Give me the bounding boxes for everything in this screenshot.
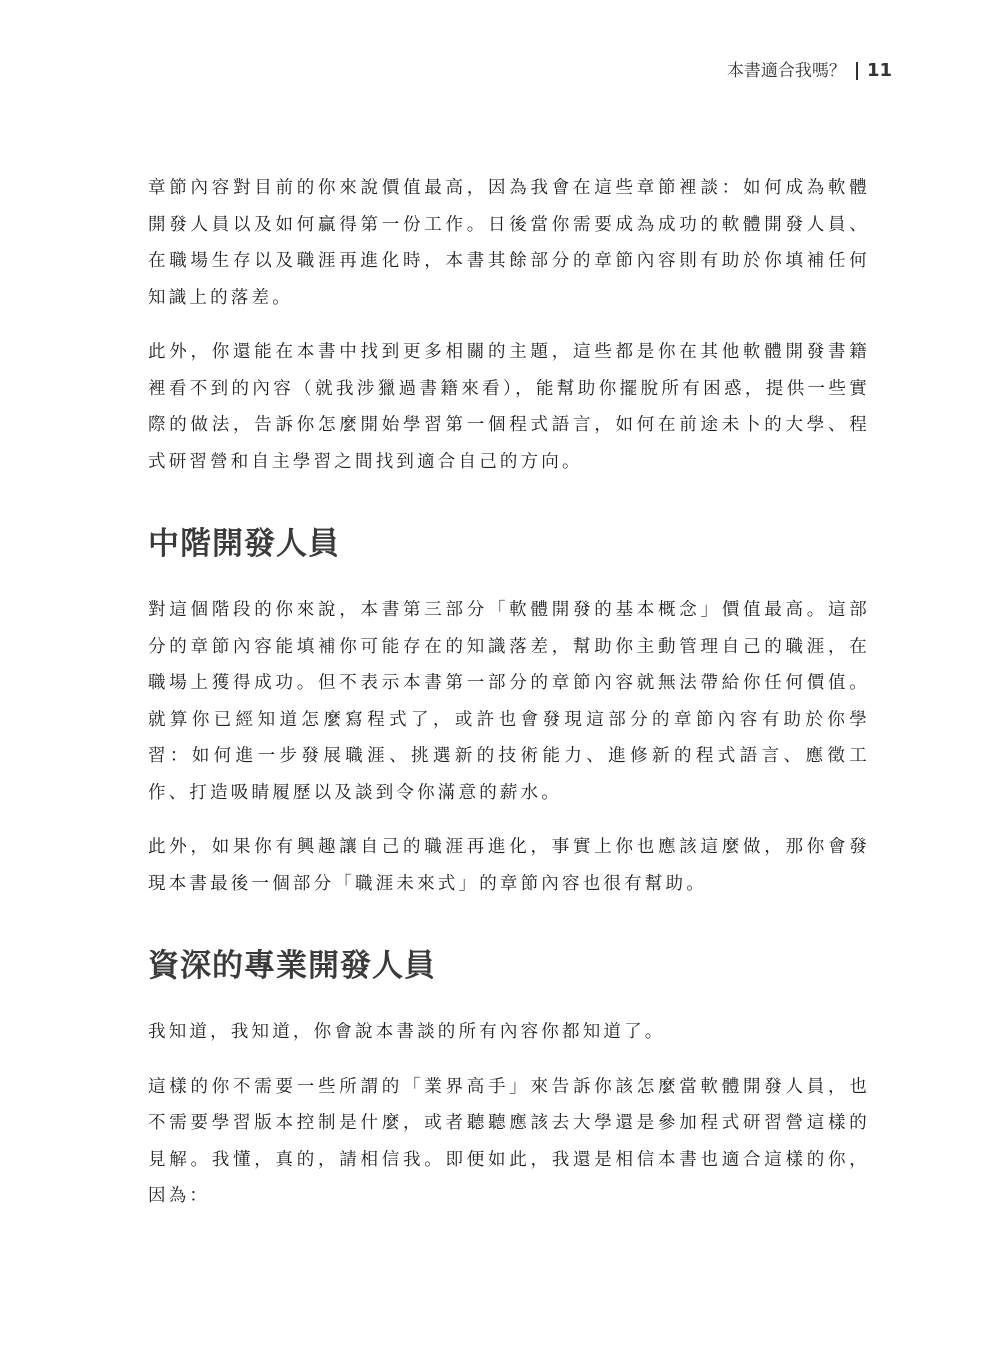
body-paragraph: 我知道，我知道，你會說本書談的所有內容你都知道了。	[148, 1022, 666, 1042]
section-heading-senior-developer: 資深的專業開發人員	[148, 948, 436, 984]
section-heading-intermediate-developer: 中階開發人員	[148, 526, 340, 562]
running-header-chapter-title: 本書適合我嗎？	[726, 61, 846, 81]
body-paragraph: 此外，如果你有興趣讓自己的職涯再進化，事實上你也應該這麼做，那你會發現本書最後一個部分「職涯未來式」的章節內容也很有幫助。	[148, 837, 870, 894]
body-paragraph: 章節內容對目前的你來說價值最高，因為我會在這些章節裡談：如何成為軟體開發人員以及如何贏得第一份工作。日後當你需要成為成功的軟體開發人員、在職場生存以及職涯再進化時，本書其餘部分的章節內容則有助於你填補任何知識上的落差。	[148, 178, 870, 308]
body-paragraph: 這樣的你不需要一些所謂的「業界高手」來告訴你該怎麼當軟體開發人員，也不需要學習版本控制是什麼，或者聽聽應該去大學還是參加程式研習營這樣的見解。我懂，真的，請相信我。即便如此，我還是相信本書也適合這樣的你，因為：	[148, 1076, 870, 1206]
page-number: 11	[866, 60, 892, 81]
body-paragraph: 此外，你還能在本書中找到更多相關的主題，這些都是你在其他軟體開發書籍裡看不到的內容（就我涉獵過書籍來看），能幫助你擺脫所有困惑，提供一些實際的做法，告訴你怎麼開始學習第一個程式語言，如何在前途未卜的大學、程式研習營和自主學習之間找到適合自己的方向。	[148, 342, 870, 472]
body-paragraph: 對這個階段的你來說，本書第三部分「軟體開發的基本概念」價值最高。這部分的章節內容能填補你可能存在的知識落差，幫助你主動管理自己的職涯，在職場上獲得成功。但不表示本書第一部分的章節內容就無法帶給你任何價值。就算你已經知道怎麼寫程式了，或許也會發現這部分的章節內容有助於你學習：如何進一步發展職涯、挑選新的技術能力、進修新的程式語言、應徵工作、打造吸睛履歷以及談到令你滿意的薪水。	[148, 600, 870, 803]
page-content	[148, 170, 870, 1233]
header-divider	[856, 62, 858, 80]
running-header	[727, 60, 892, 82]
